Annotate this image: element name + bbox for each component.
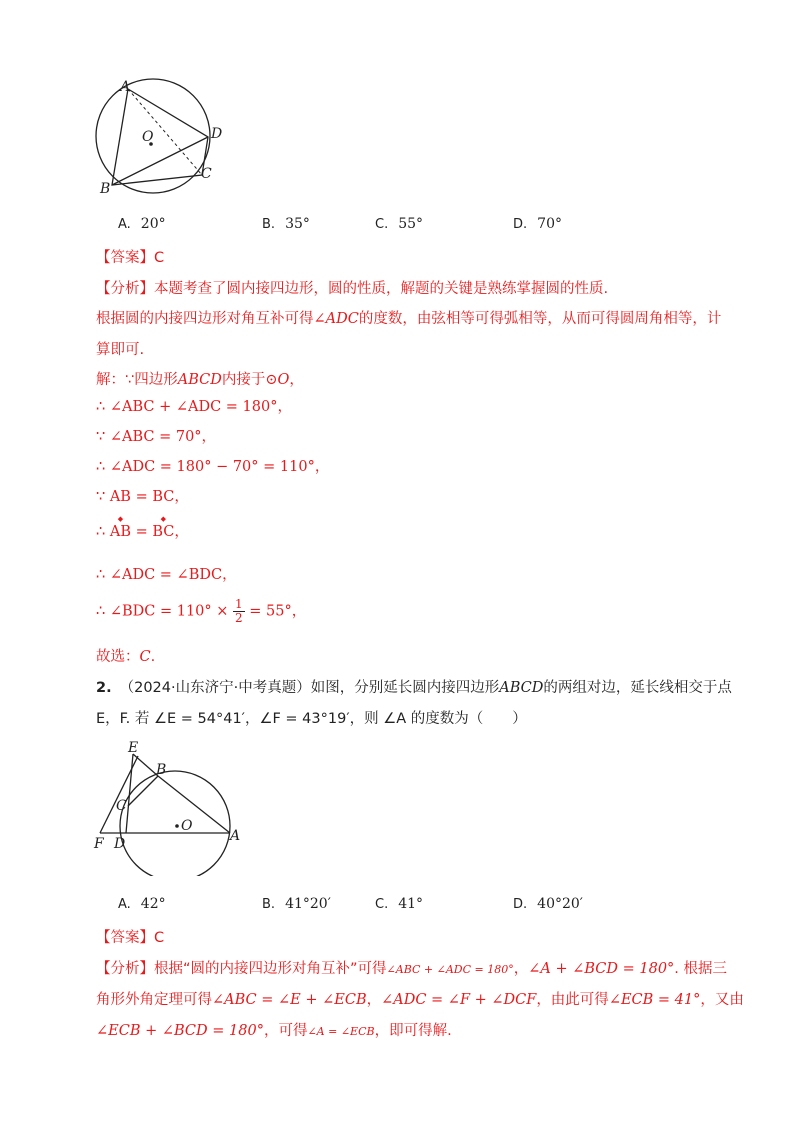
- math: ∠A + ∠BCD = 180°: [528, 961, 675, 977]
- math: ∠ECB + ∠BCD = 180°: [96, 1023, 264, 1039]
- text: 【分析】根据“圆的内接四边形对角互补”可得: [96, 961, 387, 977]
- q2-line-ed: [126, 754, 133, 833]
- q2-label-e: E: [128, 740, 139, 756]
- q1-dashed-ac: [128, 89, 202, 175]
- q2-label-o: O: [181, 818, 193, 834]
- text: 的两组对边，延长线相交于点: [543, 680, 732, 696]
- text: 角形外角定理可得: [96, 992, 212, 1008]
- q1-analysis-line1: [96, 307, 721, 329]
- q2-line-eb: [133, 754, 158, 776]
- q2-label-f: F: [94, 836, 104, 852]
- option-value: 40°20′: [537, 896, 583, 912]
- option-letter: D.: [513, 217, 528, 232]
- q2-figure: [90, 738, 250, 876]
- option-value: 42°: [140, 896, 166, 912]
- math: ∠ADC: [313, 311, 359, 327]
- text: ，由此可得: [536, 992, 609, 1008]
- q1-option-d[interactable]: [513, 216, 562, 232]
- option-value: 35°: [285, 216, 310, 232]
- q1-label-a: A: [120, 79, 131, 95]
- text: ∴ ∠BDC = 110° ×: [96, 603, 229, 620]
- math: ABCD: [177, 372, 222, 388]
- option-letter: B.: [262, 217, 276, 232]
- q1-diagonal-bd: [112, 137, 208, 185]
- q1-step-1: ∴ ∠ABC + ∠ADC = 180°，: [96, 399, 292, 415]
- q1-analysis-line2: 算即可.: [96, 342, 145, 358]
- q2-answer: 【答案】C: [96, 930, 165, 946]
- q1-quadrilateral: [112, 89, 208, 185]
- text: ，: [513, 961, 529, 977]
- option-value: 55°: [398, 216, 424, 232]
- q1-step-3: ∴ ∠ADC = 180° − 70° = 110°，: [96, 459, 330, 475]
- text: ，: [366, 992, 382, 1008]
- text: .: [150, 649, 156, 665]
- text: . 根据三: [674, 961, 728, 977]
- arc-ab: ◆ AB: [110, 522, 131, 542]
- option-value: 20°: [140, 216, 166, 232]
- text: ，: [289, 372, 304, 388]
- fraction-half: [233, 598, 245, 625]
- text: =: [130, 524, 153, 540]
- arc-bc: ◆ BC: [152, 522, 174, 542]
- option-letter: B.: [262, 897, 276, 912]
- math: ∠ABC = ∠E + ∠ECB: [212, 992, 367, 1008]
- q1-solution-intro: [96, 368, 304, 389]
- text: 故选：: [96, 649, 140, 665]
- q2-option-d[interactable]: [513, 896, 583, 912]
- numerator: 1: [235, 597, 243, 611]
- q1-choose: [96, 645, 155, 666]
- q1-analysis-head: 【分析】本题考查了圆内接四边形，圆的性质，解题的关键是熟练掌握圆的性质.: [96, 281, 609, 297]
- q2-line-ba: [158, 776, 230, 833]
- q2-stem-line2: E，F. 若 ∠E = 54°41′，∠F = 43°19′，则 ∠A 的度数为（ ）: [96, 711, 527, 727]
- q2-center-dot: [175, 824, 179, 828]
- math: ∠A = ∠ECB: [307, 1025, 375, 1038]
- q1-option-a[interactable]: [118, 216, 166, 232]
- q1-label-c: C: [201, 166, 212, 182]
- q1-step-final: [96, 598, 306, 625]
- text: 的度数，由弦相等可得弧相等，从而可得圆周角相等，计: [358, 311, 722, 327]
- option-letter: C.: [375, 217, 389, 232]
- q1-option-b[interactable]: [262, 216, 310, 232]
- option-value: 70°: [537, 216, 562, 232]
- q2-option-c[interactable]: [375, 896, 423, 912]
- q1-option-c[interactable]: [375, 216, 423, 232]
- q2-option-a[interactable]: [118, 896, 166, 912]
- q1-step-angle: ∴ ∠ADC = ∠BDC，: [96, 567, 237, 583]
- q1-label-o: O: [142, 129, 154, 145]
- q1-label-d: D: [211, 126, 223, 142]
- q1-figure: [90, 78, 230, 198]
- text: 根据圆的内接四边形对角互补可得: [96, 311, 314, 327]
- option-value: 41°20′: [285, 896, 331, 912]
- option-letter: D.: [513, 897, 528, 912]
- math: ∠ADC = ∠F + ∠DCF: [381, 992, 537, 1008]
- option-letter: A.: [118, 217, 131, 232]
- text: 解：∵四边形: [96, 372, 178, 388]
- q1-answer: 【答案】C: [96, 250, 165, 266]
- math: C: [139, 649, 151, 665]
- option-letter: C.: [375, 897, 389, 912]
- q2-label-b: B: [156, 762, 167, 778]
- q2-analysis-line2: [96, 988, 744, 1009]
- text: ，: [174, 524, 189, 540]
- q1-label-b: B: [100, 181, 111, 197]
- text: （2024·山东济宁·中考真题）如图，分别延长圆内接四边形: [119, 680, 500, 696]
- text: ，又由: [700, 992, 744, 1008]
- text: 内接于: [221, 372, 266, 388]
- q2-label-a: A: [230, 828, 241, 844]
- math: ∠ECB = 41°: [608, 992, 701, 1008]
- text: ∴: [96, 524, 110, 540]
- q2-label-d: D: [114, 836, 126, 852]
- q2-circle: [120, 771, 230, 876]
- q2-analysis-line1: [96, 957, 727, 978]
- text: ，即可得解.: [374, 1023, 452, 1039]
- text: ，可得: [263, 1023, 308, 1039]
- text: = 55°，: [249, 603, 307, 620]
- q2-option-b[interactable]: [262, 896, 331, 912]
- q2-stem-line1: [96, 676, 732, 697]
- q2-analysis-line3: [96, 1019, 452, 1040]
- question-number: 2.: [96, 680, 112, 696]
- option-value: 41°: [398, 896, 424, 912]
- math: ABCD: [499, 680, 544, 696]
- math: ⊙O: [265, 372, 290, 388]
- denominator: 2: [235, 611, 243, 625]
- q2-label-c: C: [116, 798, 127, 814]
- option-letter: A.: [118, 897, 131, 912]
- q1-step-2: ∵ ∠ABC = 70°，: [96, 429, 217, 445]
- math: ∠ABC + ∠ADC = 180°: [386, 963, 514, 976]
- q1-step-4: ∵ AB = BC，: [96, 489, 189, 505]
- q1-step-arcs: [96, 522, 189, 542]
